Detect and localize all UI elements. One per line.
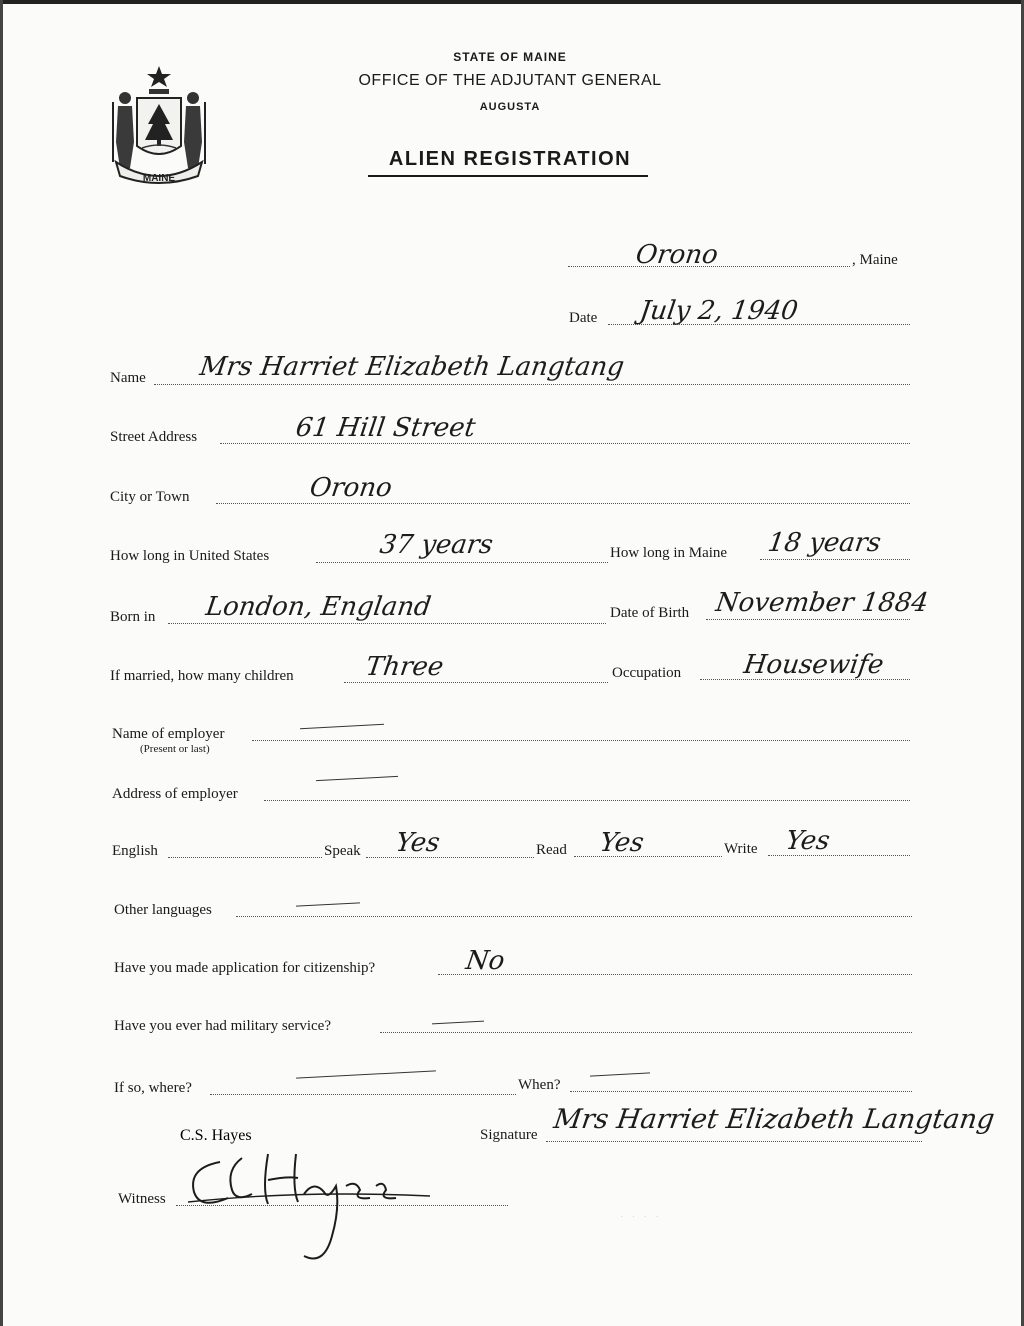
witness-label: Witness: [118, 1191, 166, 1207]
town-value: Orono: [633, 240, 720, 270]
how-long-us-value: 37 years: [377, 530, 495, 560]
speak-line: [366, 857, 534, 858]
born-line: [168, 623, 606, 624]
other-languages-label: Other languages: [114, 902, 212, 918]
name-value: Mrs Harriet Elizabeth Langtang: [197, 352, 627, 382]
born-value: London, England: [203, 592, 433, 622]
other-languages-line: [236, 916, 912, 917]
employer-label: Name of employer: [112, 726, 225, 742]
date-label: Date: [569, 310, 598, 326]
occupation-label: Occupation: [612, 665, 682, 681]
seal-lettering: MAINE: [142, 173, 176, 184]
state-heading: STATE OF MAINE: [453, 50, 567, 64]
speak-value: Yes: [393, 828, 442, 858]
military-line: [380, 1032, 912, 1033]
city-line: [216, 503, 910, 504]
faint-mark: · · · ·: [620, 1212, 662, 1223]
when-dash: [590, 1072, 650, 1076]
signature-line: [546, 1141, 922, 1142]
state-seal-icon: [104, 62, 214, 190]
employer-sublabel: (Present or last): [140, 743, 210, 755]
maine-label: , Maine: [852, 252, 898, 268]
how-long-maine-label: How long in Maine: [610, 545, 728, 561]
employer-address-label: Address of employer: [112, 786, 238, 802]
read-value: Yes: [597, 828, 646, 858]
citizenship-line: [438, 974, 912, 975]
children-line: [344, 682, 608, 683]
children-value: Three: [363, 652, 446, 682]
how-long-maine-line: [760, 559, 910, 560]
where-line: [210, 1094, 516, 1095]
citizenship-label: Have you made application for citizenship?: [114, 960, 376, 976]
street-value: 61 Hill Street: [293, 413, 478, 443]
military-dash: [432, 1021, 484, 1025]
dob-line: [706, 619, 910, 620]
page-border-left: [0, 0, 3, 1326]
when-line: [570, 1091, 912, 1092]
city-label: City or Town: [110, 489, 190, 505]
witness-signature: [180, 1127, 440, 1270]
dob-label: Date of Birth: [610, 605, 690, 621]
speak-label: Speak: [324, 843, 361, 859]
office-heading: OFFICE OF THE ADJUTANT GENERAL: [358, 72, 662, 89]
how-long-us-line: [316, 562, 608, 563]
english-line: [168, 857, 322, 858]
born-label: Born in: [110, 609, 156, 625]
other-languages-dash: [296, 902, 360, 906]
name-label: Name: [110, 370, 146, 386]
occupation-value: Housewife: [741, 650, 886, 680]
page-border-top: [0, 0, 1024, 4]
dob-value: November 1884: [713, 588, 931, 618]
employer-address-dash: [316, 776, 398, 781]
where-dash: [296, 1070, 436, 1078]
how-long-maine-value: 18 years: [765, 528, 883, 558]
city-heading: AUGUSTA: [479, 101, 541, 113]
form-title: ALIEN REGISTRATION: [388, 148, 632, 170]
signature-value: Mrs Harriet Elizabeth Langtang: [551, 1104, 997, 1135]
street-line: [220, 443, 910, 444]
read-line: [574, 856, 722, 857]
citizenship-value: No: [463, 946, 507, 976]
employer-dash: [300, 724, 384, 729]
when-label: When?: [518, 1077, 561, 1093]
employer-address-line: [264, 800, 910, 801]
read-label: Read: [536, 842, 567, 858]
children-label: If married, how many children: [110, 668, 294, 684]
write-value: Yes: [783, 826, 832, 856]
how-long-us-label: How long in United States: [110, 548, 270, 564]
military-label: Have you ever had military service?: [114, 1018, 331, 1034]
name-line: [154, 384, 910, 385]
english-label: English: [112, 843, 158, 859]
write-label: Write: [724, 841, 758, 857]
where-label: If so, where?: [114, 1080, 192, 1096]
form-title-underline: [368, 175, 648, 177]
witness-signature-text: C.S. Hayes: [180, 1127, 252, 1144]
signature-label: Signature: [480, 1127, 538, 1143]
date-value: July 2, 1940: [637, 296, 800, 326]
city-value: Orono: [307, 473, 394, 503]
employer-line: [252, 740, 910, 741]
street-label: Street Address: [110, 429, 198, 445]
